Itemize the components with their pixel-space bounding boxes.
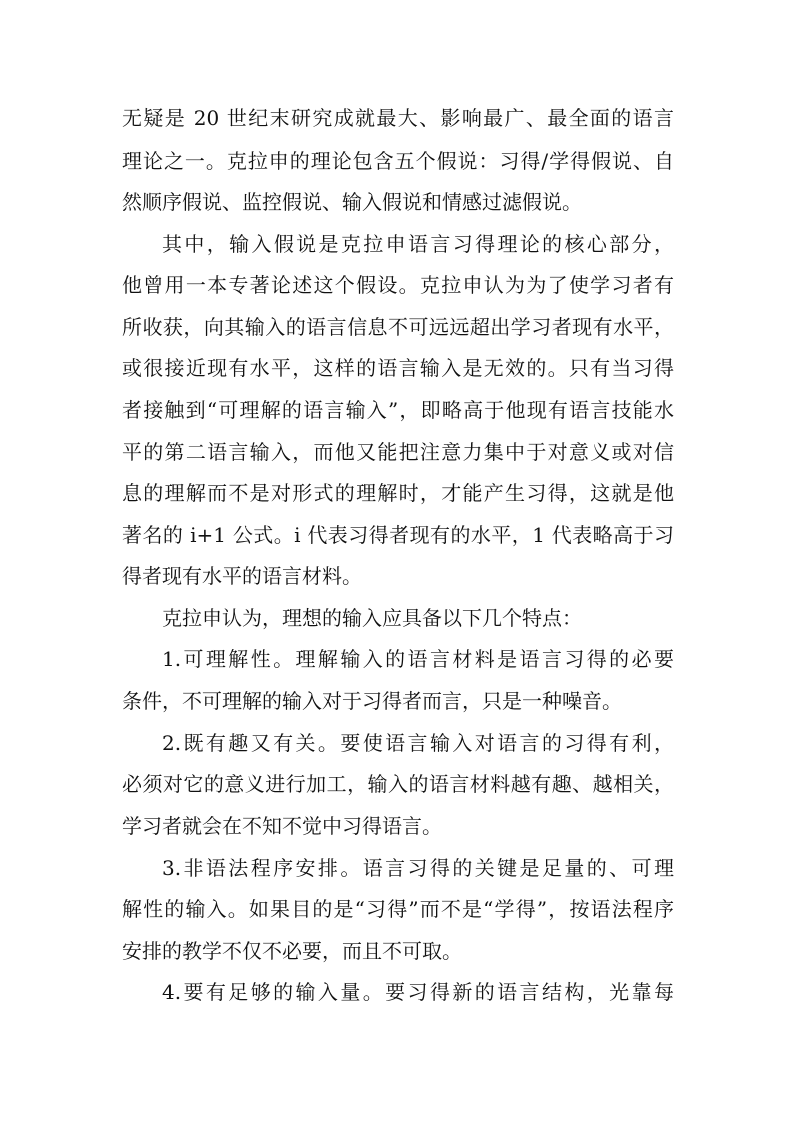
text-line: 2.既有趣又有关。要使语言输入对语言的习得有利， <box>162 731 674 755</box>
text-line: 学习者就会在不知不觉中习得语言。 <box>122 814 442 838</box>
text-line: 克拉申认为，理想的输入应具备以下几个特点： <box>162 606 582 630</box>
text-line: 者接触到“可理解的语言输入”，即略高于他现有语言技能水 <box>122 398 674 422</box>
text-line: 无疑是 20 世纪末研究成就最大、影响最广、最全面的语言 <box>122 106 674 130</box>
text-line: 平的第二语言输入，而他又能把注意力集中于对意义或对信 <box>122 440 674 464</box>
text-line: 条件，不可理解的输入对于习得者而言，只是一种噪音。 <box>122 689 622 713</box>
text-line: 著名的 i+1 公式。i 代表习得者现有的水平，1 代表略高于习 <box>122 523 674 547</box>
text-line: 解性的输入。如果目的是“习得”而不是“学得”，按语法程序 <box>122 897 674 921</box>
text-line: 1.可理解性。理解输入的语言材料是语言习得的必要 <box>162 647 674 671</box>
text-line: 息的理解而不是对形式的理解时，才能产生习得，这就是他 <box>122 481 674 505</box>
text-line: 3.非语法程序安排。语言习得的关键是足量的、可理 <box>162 856 674 880</box>
text-line: 必须对它的意义进行加工，输入的语言材料越有趣、越相关， <box>122 772 674 796</box>
text-line: 其中，输入假说是克拉申语言习得理论的核心部分， <box>162 232 674 256</box>
text-line: 安排的教学不仅不必要，而且不可取。 <box>122 939 462 963</box>
text-line: 理论之一。克拉申的理论包含五个假说：习得/学得假说、自 <box>122 149 674 173</box>
text-line: 所收获，向其输入的语言信息不可远远超出学习者现有水平， <box>122 315 674 339</box>
text-line: 他曾用一本专著论述这个假设。克拉申认为为了使学习者有 <box>122 273 674 297</box>
text-line: 得者现有水平的语言材料。 <box>122 564 362 588</box>
text-line: 然顺序假说、监控假说、输入假说和情感过滤假说。 <box>122 190 582 214</box>
text-line: 4.要有足够的输入量。要习得新的语言结构，光靠每 <box>162 980 674 1004</box>
text-line: 或很接近现有水平，这样的语言输入是无效的。只有当习得 <box>122 356 674 380</box>
